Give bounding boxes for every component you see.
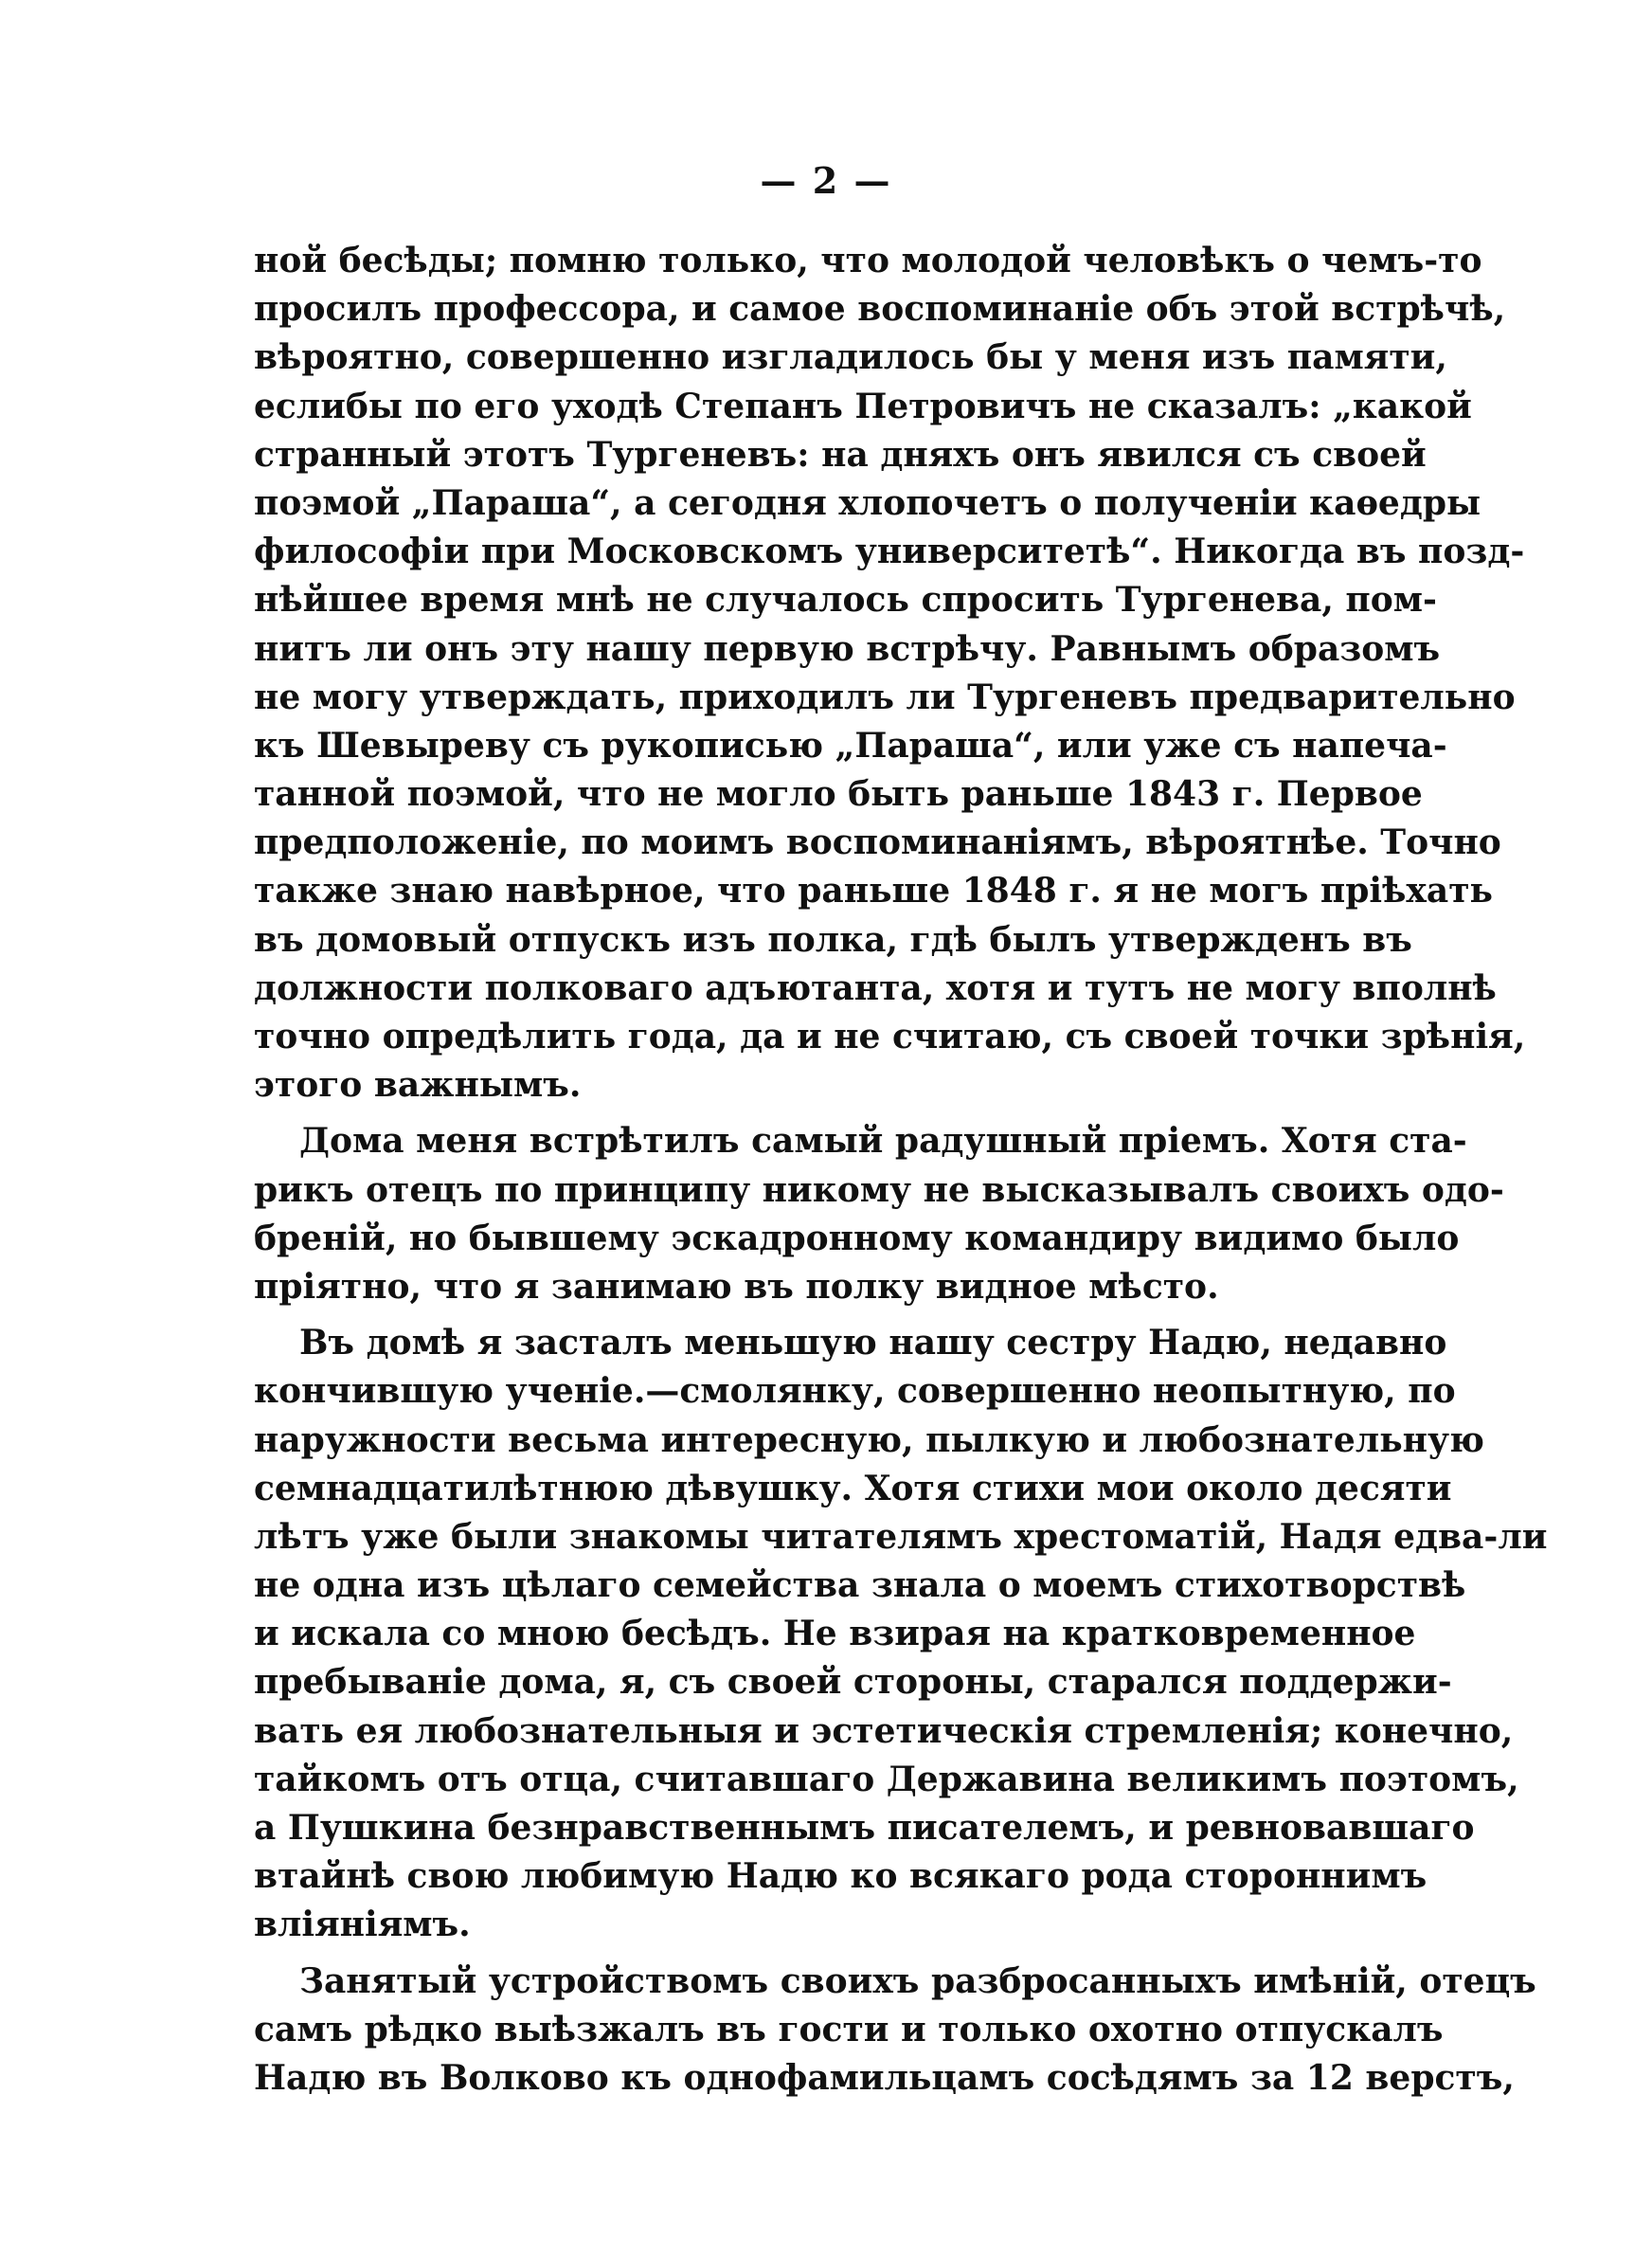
text-line: пребываніе дома, я, съ своей стороны, старался поддержи- (254, 1662, 1452, 1703)
text-line: этого важнымъ. (254, 1065, 582, 1106)
text-line: Занятый устройствомъ своихъ разбросанныхъ имѣній, отецъ (299, 1960, 1536, 2001)
text-line: философіи при Московскомъ университетѣ“. Никогда въ позд- (254, 532, 1525, 572)
text-line: тайкомъ отъ отца, считавшаго Державина великимъ поэтомъ, (254, 1759, 1519, 1799)
text-line: ной бесѣды; помню только, что молодой человѣкъ о чемъ-то (254, 241, 1482, 280)
text-line: въ домовый отпускъ изъ полка, гдѣ былъ утвержденъ въ (254, 919, 1412, 960)
paragraph (254, 1958, 1536, 2104)
text-line: кончившую ученіе.—смолянку, совершенно неопытную, по (254, 1371, 1456, 1412)
text-line: предположеніе, по моимъ воспоминаніямъ, вѣроятнѣе. Точно (254, 822, 1501, 863)
text-line: поэмой „Параша“, а сегодня хлопочетъ о полученіи каѳедры (254, 482, 1481, 523)
text-line: рикъ отецъ по принципу никому не высказывалъ своихъ одо- (254, 1169, 1504, 1210)
text-line: пріятно, что я занимаю въ полку видное мѣсто. (254, 1266, 1219, 1307)
text-line: вліяніямъ. (254, 1905, 471, 1945)
text-line: вать ея любознательныя и эстетическія стремленія; конечно, (254, 1710, 1514, 1751)
paragraph-gap (254, 1311, 1349, 1319)
paragraph (254, 237, 1526, 1110)
text-line: бреній, но бывшему эскадронному командиру видимо было (254, 1218, 1460, 1258)
text-line: къ Шевыреву съ рукописью „Параша“, или уже съ напеча- (254, 725, 1447, 766)
page-number: — 2 — (760, 159, 892, 202)
text-line: странный этотъ Тургеневъ: на дняхъ онъ явился съ своей (254, 434, 1427, 475)
text-line: нитъ ли онъ эту нашу первую встрѣчу. Равнымъ образомъ (254, 628, 1441, 669)
paragraph-gap (254, 1950, 1349, 1958)
text-line: семнадцатилѣтнюю дѣвушку. Хотя стихи мои около десяти (254, 1468, 1452, 1508)
paragraph (254, 1319, 1548, 1949)
text-line: самъ рѣдко выѣзжалъ въ гости и только охотно отпускалъ (254, 2009, 1444, 2049)
text-line: вѣроятно, совершенно изгладилось бы у меня изъ памяти, (254, 337, 1447, 378)
text-line: не могу утверждать, приходилъ ли Тургеневъ предварительно (254, 677, 1516, 717)
text-line: Надю въ Волково къ однофамильцамъ сосѣдямъ за 12 верстъ, (254, 2057, 1515, 2098)
text-line: не одна изъ цѣлаго семейства знала о моемъ стихотворствѣ (254, 1565, 1466, 1606)
text-line: втайнѣ свою любимую Надю ко всякаго рода стороннимъ (254, 1856, 1428, 1897)
text-line: нѣйшее время мнѣ не случалось спросить Тургенева, пом- (254, 580, 1437, 621)
text-line: танной поэмой, что не могло быть раньше 1843 г. Первое (254, 774, 1423, 815)
text-line: Дома меня встрѣтилъ самый радушный пріемъ. Хотя ста- (299, 1121, 1467, 1162)
text-line: и искала со мною бесѣдъ. Не взирая на кратковременное (254, 1614, 1416, 1654)
text-line: просилъ профессора, и самое воспоминаніе объ этой встрѣчѣ, (254, 289, 1506, 330)
paragraph-gap (254, 1110, 1349, 1117)
text-line: а Пушкина безнравственнымъ писателемъ, и ревновавшаго (254, 1808, 1475, 1848)
text-line: также знаю навѣрное, что раньше 1848 г. я не могъ пріѣхать (254, 871, 1493, 912)
paragraph (254, 1117, 1504, 1311)
text-line: наружности весьма интересную, пылкую и любознательную (254, 1419, 1484, 1460)
body-text (254, 237, 1548, 2103)
text-line: Въ домѣ я засталъ меньшую нашу сестру Надю, недавно (299, 1323, 1447, 1363)
text-line: должности полковаго адъютанта, хотя и тутъ не могу вполнѣ (254, 967, 1497, 1008)
text-line: точно опредѣлить года, да и не считаю, съ своей точки зрѣнія, (254, 1017, 1526, 1056)
text-line: лѣтъ уже были знакомы читателямъ хрестоматій, Надя едва-ли (254, 1516, 1548, 1557)
text-line: еслибы по его уходѣ Степанъ Петровичъ не сказалъ: „какой (254, 386, 1472, 426)
